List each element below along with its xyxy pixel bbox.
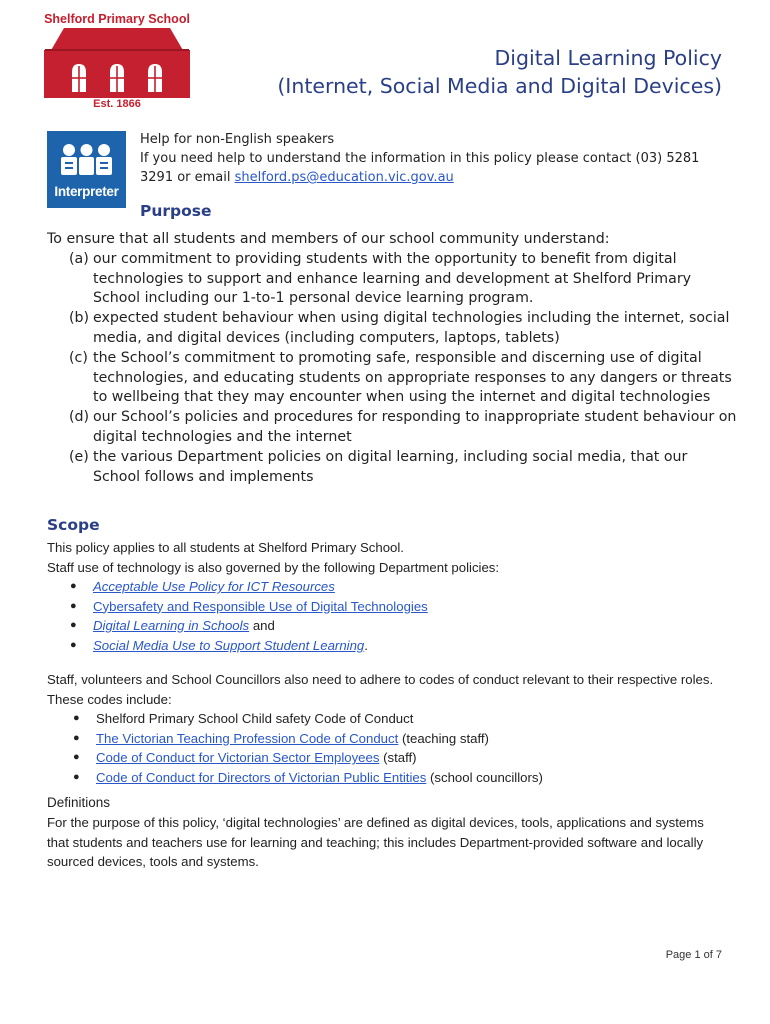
scope-section (47, 538, 737, 655)
list-item-suffix: (teaching staff) (398, 730, 489, 746)
help-contact-text: If you need help to understand the information in this policy please contact (03) 5281 3291 or email (140, 151, 700, 185)
title-line-1: Digital Learning Policy (494, 46, 722, 70)
scope-paragraph-2: Staff use of technology is also governed by the following Department policies: (47, 559, 500, 575)
purpose-intro: To ensure that all students and members of our school community understand: (47, 231, 610, 247)
list-item-text: our School’s policies and procedures for responding to inappropriate student behaviour on digital technologies and the internet (93, 409, 737, 445)
list-item-suffix: and (249, 618, 275, 633)
list-item (47, 250, 737, 309)
list-item-suffix: . (364, 637, 368, 653)
interpreter-badge (47, 131, 126, 208)
list-item (47, 729, 737, 749)
bullet-icon: ● (70, 638, 77, 651)
interpreter-icon (57, 143, 116, 181)
list-item-suffix: (staff) (379, 750, 417, 765)
list-marker: (b) (69, 310, 90, 327)
list-item (47, 709, 737, 729)
title-line-2: (Internet, Social Media and Digital Devices) (277, 74, 722, 98)
bullet-icon: ● (70, 580, 77, 592)
policy-link[interactable]: Cybersafety and Responsible Use of Digital Technologies (93, 598, 428, 614)
school-logo (36, 10, 198, 118)
list-item (47, 597, 737, 617)
bullet-icon: ● (73, 712, 80, 724)
list-item (47, 349, 737, 408)
page-number: Page 1 of 7 (665, 949, 722, 961)
list-item-text: our commitment to providing students with the opportunity to benefit from digital technologies to support and enhance learning and development at Shelford Primary School including our 1-to-1 personal device learning program. (93, 250, 692, 307)
purpose-heading: Purpose (140, 202, 212, 220)
code-of-conduct-link[interactable]: The Victorian Teaching Profession Code of Conduct (96, 730, 399, 746)
list-item-text: expected student behaviour when using digital technologies including the internet, social media, and digital devices (including computers, laptops, tablets) (93, 310, 730, 346)
interpreter-label: Interpreter (54, 184, 119, 199)
bullet-icon: ● (70, 619, 77, 631)
list-item (47, 448, 737, 488)
list-item (47, 636, 737, 656)
help-text (140, 149, 730, 187)
codes-section (47, 670, 737, 787)
definitions-heading: Definitions (47, 795, 111, 810)
list-item-suffix: (school councillors) (426, 769, 543, 785)
help-section (140, 130, 730, 187)
logo-school-name: Shelford Primary School (44, 12, 190, 26)
code-of-conduct-link[interactable]: Code of Conduct for Victorian Sector Employees (96, 750, 380, 765)
list-item (47, 577, 737, 597)
bullet-icon: ● (73, 770, 80, 783)
bullet-icon: ● (73, 751, 80, 763)
list-item-text: Shelford Primary School Child safety Code of Conduct (96, 711, 414, 726)
policy-link[interactable]: Acceptable Use Policy for ICT Resources (93, 579, 335, 594)
department-policy-list (47, 577, 737, 655)
codes-paragraph: Staff, volunteers and School Councillors also need to adhere to codes of conduct relevant to their respective roles. These codes include: (47, 672, 714, 707)
help-heading: Help for non-English speakers (140, 132, 335, 147)
schoolhouse-icon (44, 28, 190, 98)
definitions-text: For the purpose of this policy, ‘digital technologies’ are defined as digital devices, tools, applications and systems that students and teachers use for learning and teaching; this includes Department-provided software and locally sourced devices, tools and systems. (47, 815, 704, 869)
list-item (47, 616, 737, 636)
list-item-text: the various Department policies on digital learning, including social media, that our School follows and implements (93, 448, 688, 485)
purpose-section (47, 230, 737, 487)
policy-link[interactable]: Social Media Use to Support Student Learning (93, 637, 365, 653)
logo-established: Est. 1866 (93, 98, 141, 110)
list-item (47, 408, 737, 448)
scope-paragraph-1: This policy applies to all students at Shelford Primary School. (47, 540, 404, 555)
list-item-text: the School’s commitment to promoting safe, responsible and discerning use of digital technologies, and educating students on appropriate responses to any dangers or threats to wellbeing that they may encounter when using the internet and digital technologies (93, 349, 732, 406)
bullet-icon: ● (73, 731, 80, 744)
help-email-link[interactable]: shelford.ps@education.vic.gov.au (234, 170, 454, 185)
list-marker: (c) (69, 349, 88, 366)
list-item (47, 748, 737, 768)
bullet-icon: ● (70, 599, 77, 612)
policy-link[interactable]: Digital Learning in Schools (93, 618, 250, 633)
list-marker: (d) (69, 409, 90, 426)
page-title (277, 44, 722, 100)
list-item (47, 309, 737, 349)
scope-heading: Scope (47, 516, 100, 534)
list-marker: (a) (69, 250, 89, 267)
codes-of-conduct-list (47, 709, 737, 787)
code-of-conduct-link[interactable]: Code of Conduct for Directors of Victorian Public Entities (96, 769, 427, 785)
list-marker: (e) (69, 448, 89, 465)
purpose-list (47, 250, 737, 488)
list-item (47, 768, 737, 788)
